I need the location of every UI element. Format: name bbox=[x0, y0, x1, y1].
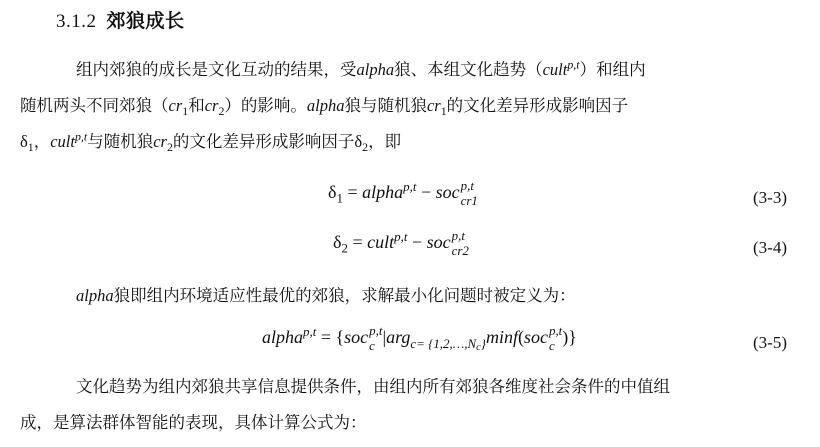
p1-text-4: 随机两头不同郊狼（ bbox=[20, 96, 169, 115]
delta2-term: $\delta_2$ bbox=[354, 132, 369, 155]
p1-text-10: ，即 bbox=[368, 132, 402, 151]
p1-text-2: 狼、本组文化趋势（ bbox=[394, 60, 543, 79]
paragraph-alpha-definition bbox=[20, 278, 800, 314]
delta1-term: $\delta_1$ bbox=[20, 132, 34, 155]
p1-text-7: 的文化差异形成影响因子 bbox=[446, 96, 629, 115]
section-number: 3.1.2 bbox=[56, 11, 97, 32]
paragraph-cultural-trend bbox=[20, 369, 800, 441]
alpha-term: alpha bbox=[356, 60, 395, 79]
section-title: 郊狼成长 bbox=[106, 10, 185, 32]
p1-text-9: 的文化差异形成影响因子 bbox=[172, 132, 355, 151]
p1-and: 和 bbox=[188, 96, 205, 115]
p1-comma: ， bbox=[33, 132, 51, 151]
p1-text-3: ）和组内 bbox=[579, 60, 646, 79]
cr1-term-2: $cr_1$ bbox=[426, 96, 447, 119]
p3-line-2: 成，是算法群体智能的表现，具体计算公式为： bbox=[20, 413, 367, 432]
equation-3-4 bbox=[0, 230, 820, 270]
equation-3-5 bbox=[0, 325, 820, 365]
alpha-term-3: alpha bbox=[76, 286, 114, 305]
cult-term-2: cult$^{p,t}$ bbox=[50, 129, 88, 151]
equation-label-3-4: (3-4) bbox=[753, 238, 787, 257]
equation-label-3-3: (3-3) bbox=[753, 188, 787, 207]
p3-line-1: 文化趋势为组内郊狼共享信息提供条件，由组内所有郊狼各维度社会条件的中值组 bbox=[76, 377, 670, 396]
equation-3-4-body: $\delta_2$ = cult$^{p,t}$ − soc p,t cr2 bbox=[333, 228, 469, 258]
section-heading bbox=[56, 6, 185, 33]
alpha-term-2: alpha bbox=[306, 96, 345, 115]
p1-text-8: 与随机狼 bbox=[87, 132, 154, 151]
p1-text-6: 狼与随机狼 bbox=[344, 96, 427, 115]
equation-label-3-5: (3-5) bbox=[753, 333, 787, 352]
p2-text: 狼即组内环境适应性最优的郊狼，求解最小化问题时被定义为： bbox=[113, 286, 576, 305]
cr2-term-2: $cr_2$ bbox=[153, 132, 173, 155]
paragraph-growth-intro bbox=[20, 52, 800, 160]
cr1-term: $cr_1$ bbox=[168, 96, 189, 119]
p1-text-5: ）的影响。 bbox=[224, 96, 307, 115]
equation-3-5-body: alpha$^{p,t}$ = {soc p,t c |arg$_{c= \{1,2,\dots,Nc\}}$minf(soc p,t c )} bbox=[262, 323, 577, 353]
equation-3-3 bbox=[0, 180, 820, 220]
cr2-term: $cr_2$ bbox=[204, 96, 225, 119]
p1-text-1: 组内郊狼的成长是文化互动的结果，受 bbox=[76, 60, 357, 79]
equation-3-3-body: $\delta_1$ = alpha$^{p,t}$ − soc p,t cr1 bbox=[328, 178, 478, 208]
cult-term: cult$^{p,t}$ bbox=[542, 57, 580, 79]
